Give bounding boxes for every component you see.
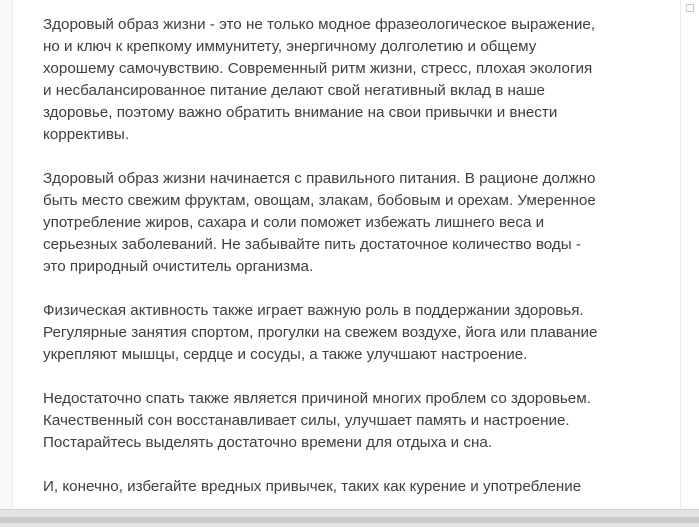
- horizontal-scrollbar[interactable]: [0, 509, 699, 527]
- paragraph-2[interactable]: [43, 168, 653, 278]
- text-line: Физическая активность также играет важную роль в поддержании здоровья.: [43, 302, 584, 319]
- text-line: серьезных заболеваний. Не забывайте пить достаточное количество воды -: [43, 236, 581, 253]
- text-line: И, конечно, избегайте вредных привычек, таких как курение и употребление: [43, 478, 582, 495]
- text-line: коррективы.: [43, 126, 130, 143]
- text-line: и несбалансированное питание делают свой негативный вклад в наше: [43, 82, 545, 99]
- text-line: Регулярные занятия спортом, прогулки на свежем воздухе, йога или плавание: [43, 324, 598, 341]
- text-line: здоровье, поэтому важно обратить внимание на свои привычки и внести: [43, 104, 558, 121]
- document-body[interactable]: [43, 14, 653, 520]
- text-line: употребление жиров, сахара и соли поможет избежать лишнего веса и: [43, 214, 545, 231]
- text-line: Здоровый образ жизни - это не только модное фразеологическое выражение,: [43, 16, 596, 33]
- text-line: Недостаточно спать также является причиной многих проблем со здоровьем.: [43, 390, 591, 407]
- text-line: это природный очиститель организма.: [43, 258, 314, 275]
- text-line: Качественный сон восстанавливает силы, улучшает память и настроение.: [43, 412, 570, 429]
- paragraph-5[interactable]: [43, 476, 653, 498]
- text-line: быть место свежим фруктам, овощам, злакам, бобовым и орехам. Умеренное: [43, 192, 596, 209]
- text-line: Здоровый образ жизни начинается с правильного питания. В рационе должно: [43, 170, 596, 187]
- document-page[interactable]: [12, 0, 683, 510]
- text-line: но и ключ к крепкому иммунитету, энергичному долголетию и общему: [43, 38, 537, 55]
- paragraph-3[interactable]: [43, 300, 653, 366]
- text-line: укрепляют мышцы, сердце и сосуды, а также улучшают настроение.: [43, 346, 528, 363]
- text-line: хорошему самочувствию. Современный ритм жизни, стресс, плохая экология: [43, 60, 593, 77]
- right-gutter: [680, 0, 699, 510]
- page-corner-marker: [686, 4, 694, 12]
- paragraph-4[interactable]: [43, 388, 653, 454]
- paragraph-1[interactable]: [43, 14, 653, 146]
- text-line: Постарайтесь выделять достаточно времени для отдыха и сна.: [43, 434, 493, 451]
- horizontal-scrollbar-thumb[interactable]: [0, 517, 699, 523]
